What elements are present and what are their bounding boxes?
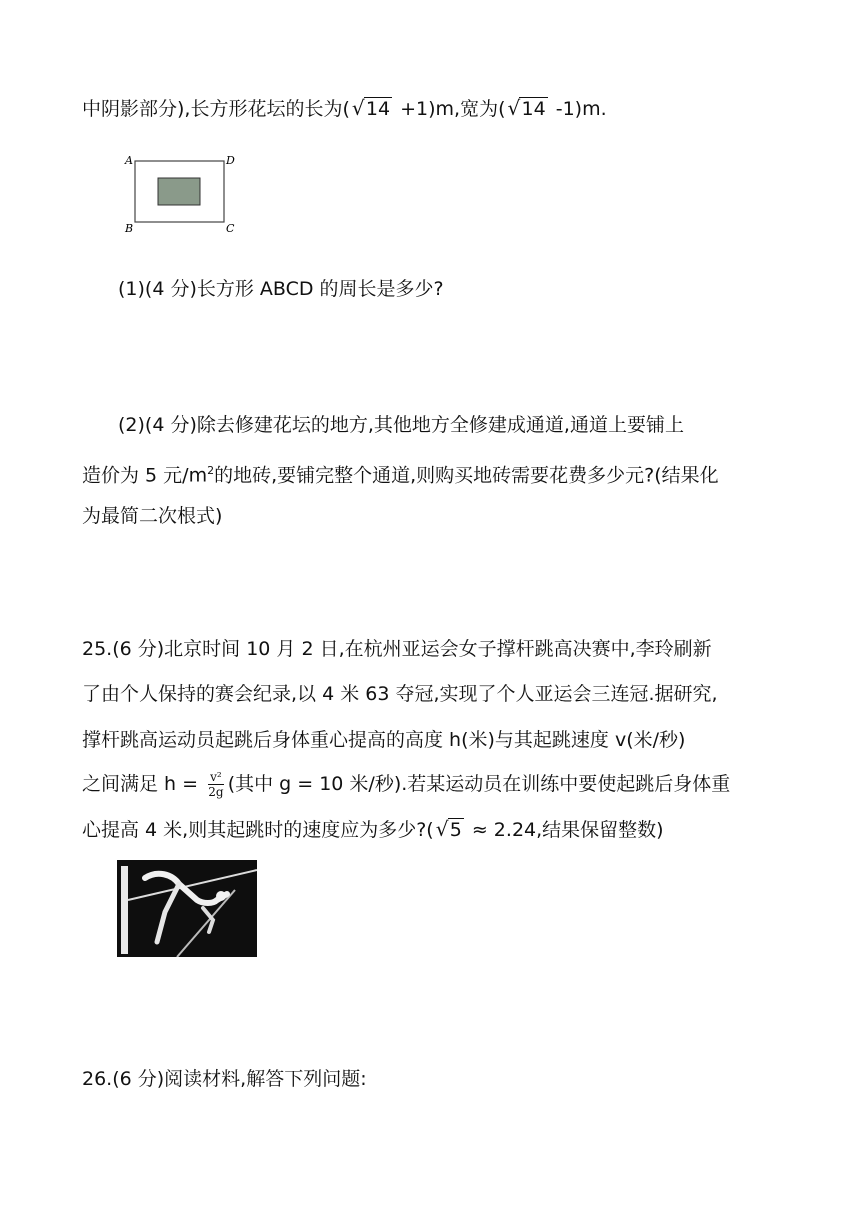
rectangle-figure bbox=[118, 148, 242, 240]
intro-line: 中阴影部分),长方形花坛的长为(√ 14 +1)m,宽为(√ 14 -1)m. bbox=[82, 96, 607, 122]
label-d: D bbox=[226, 154, 235, 167]
sqrt-5: √ 5 bbox=[436, 817, 464, 843]
question-25-line-1: 25.(6 分)北京时间 10 月 2 日,在杭州亚运会女子撑杆跳高决赛中,李玲刷新 bbox=[82, 638, 712, 660]
question-25-line-2: 了由个人保持的赛会纪录,以 4 米 63 夺冠,实现了个人亚运会三连冠.据研究, bbox=[82, 683, 718, 705]
label-b: B bbox=[125, 222, 134, 235]
question-25-line-4: 之间满足 h = $\frac{\text{v²}}{2g}$ (其中 g = 10 米/秒).若某运动员在训练中要使起跳后身体重 bbox=[82, 770, 731, 799]
question-25-line-3: 撑杆跳高运动员起跳后身体重心提高的高度 h(米)与其起跳速度 v(米/秒) bbox=[82, 729, 686, 751]
sqrt-14-a: √ 14 bbox=[352, 96, 392, 122]
question-1: (1)(4 分)长方形 ABCD 的周长是多少? bbox=[118, 278, 444, 300]
pole-vault-photo bbox=[117, 860, 257, 957]
label-a: A bbox=[125, 154, 133, 167]
question-2-line-2: 造价为 5 元$/m^2$的地砖,要铺完整个通道,则购买地砖需要花费多少元?(结果化 bbox=[82, 464, 719, 487]
question-25-line-5: 心提高 4 米,则其起跳时的速度应为多少?(√ 5 ≈ 2.24,结果保留整数) bbox=[82, 817, 664, 843]
formula-fraction: $\frac{\text{v²}}{2g}$ bbox=[208, 770, 224, 799]
sqrt-14-b: √ 14 bbox=[507, 96, 547, 122]
question-2-line-3: 为最简二次根式) bbox=[82, 505, 223, 527]
label-c: C bbox=[226, 222, 235, 235]
question-2-line-1: (2)(4 分)除去修建花坛的地方,其他地方全修建成通道,通道上要铺上 bbox=[118, 414, 684, 436]
question-26: 26.(6 分)阅读材料,解答下列问题: bbox=[82, 1068, 367, 1090]
